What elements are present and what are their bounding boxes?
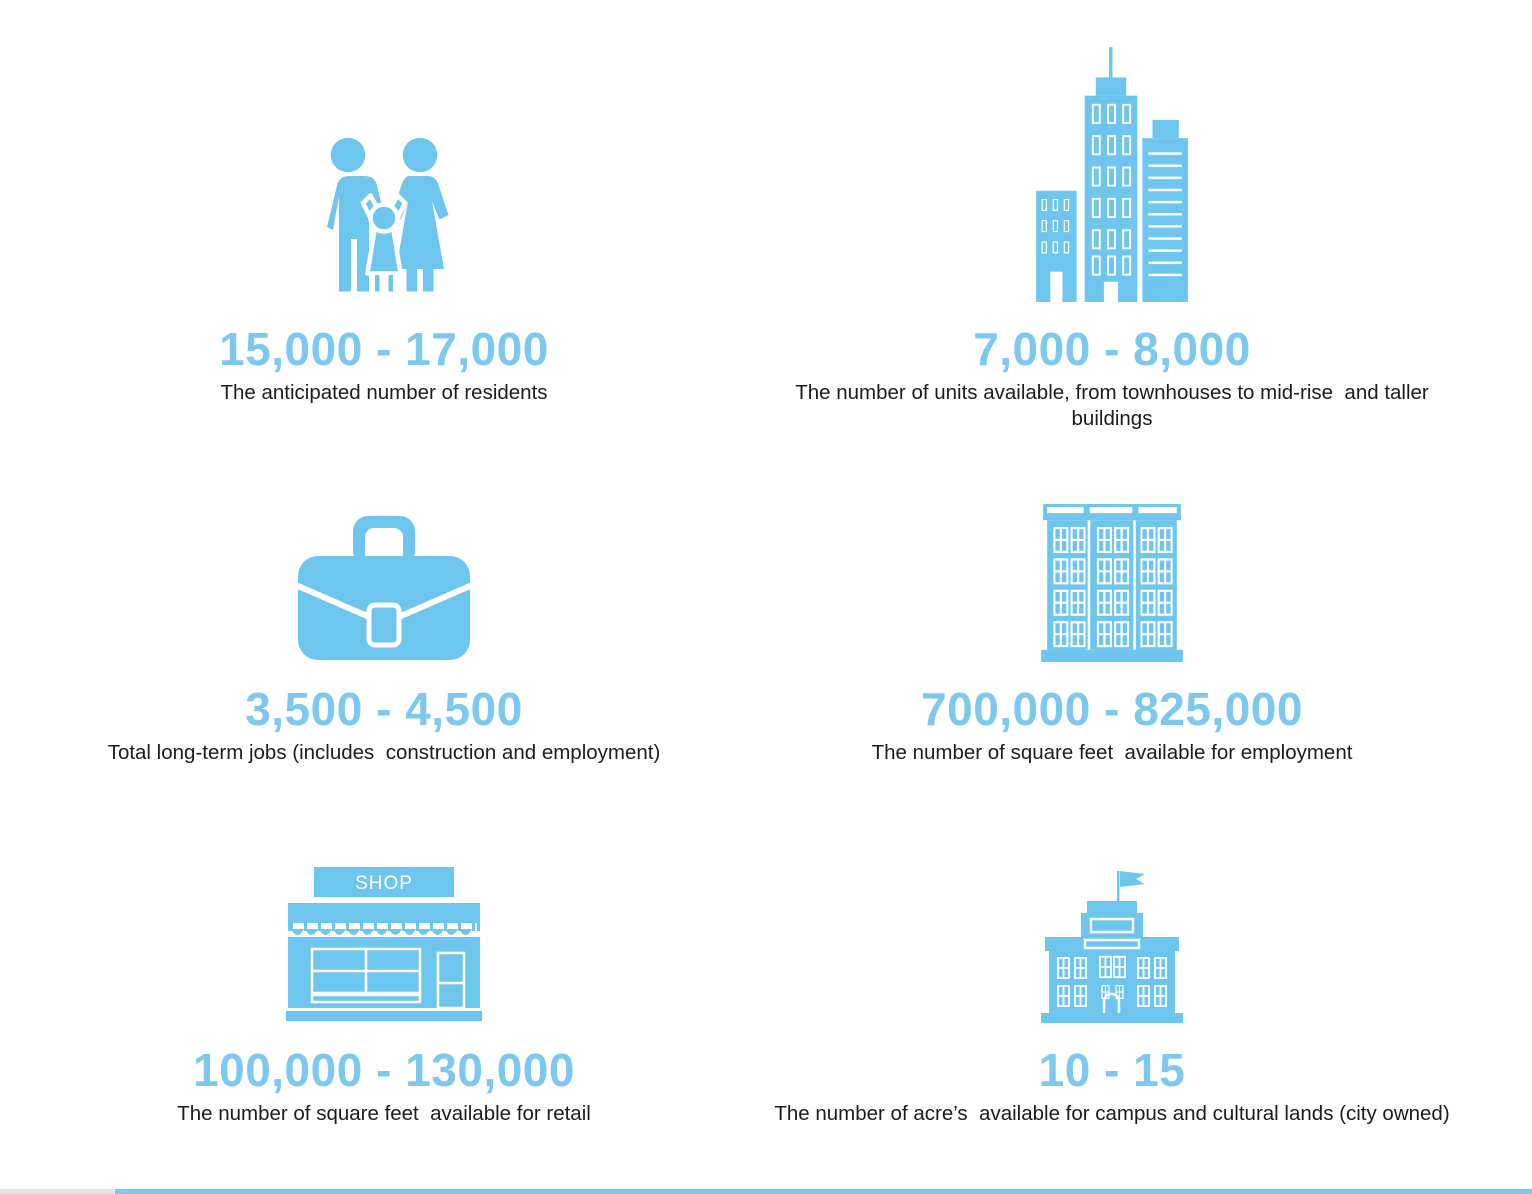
- stat-caption: The number of square feet available for employment: [871, 741, 1353, 764]
- stat-retail-sqft: [0, 812, 768, 1189]
- briefcase-icon: [295, 512, 473, 662]
- shop-icon: [286, 867, 482, 1023]
- bottom-divider: [0, 1189, 1532, 1194]
- school-icon: [1029, 865, 1195, 1023]
- skyscrapers-icon: [1036, 39, 1188, 302]
- stat-units: [768, 0, 1456, 452]
- stat-value: 10 - 15: [1038, 1044, 1186, 1096]
- stat-caption: The number of acre’s available for campus and cultural lands (city owned): [774, 1102, 1450, 1125]
- shop-sign-label: SHOP: [355, 873, 413, 894]
- family-icon: [308, 134, 460, 302]
- stat-value: 100,000 - 130,000: [193, 1044, 575, 1096]
- stat-employment-sqft: [768, 452, 1456, 812]
- stat-value: 7,000 - 8,000: [973, 323, 1251, 375]
- stat-icon-box: [1029, 865, 1195, 1023]
- stat-campus-acres: [768, 812, 1456, 1189]
- stat-value: 15,000 - 17,000: [219, 323, 549, 375]
- office-building-icon: [1041, 502, 1183, 662]
- stat-caption: The number of square feet available for retail: [177, 1102, 591, 1125]
- stat-value: 700,000 - 825,000: [921, 683, 1303, 735]
- stat-value: 3,500 - 4,500: [245, 683, 523, 735]
- stat-residents: [0, 0, 768, 452]
- stat-icon-box: [308, 134, 460, 302]
- stat-caption: Total long-term jobs (includes construction and employment): [107, 741, 661, 764]
- stat-icon-box: [1041, 502, 1183, 662]
- stat-jobs: [0, 452, 768, 812]
- stat-icon-box: [295, 512, 473, 662]
- stat-icon-box: [1036, 39, 1188, 302]
- stat-caption: The anticipated number of residents: [220, 381, 548, 404]
- bottom-divider-blue-segment: [115, 1189, 1532, 1194]
- stat-caption: The number of units available, from townhouses to mid-rise and taller buildings: [795, 381, 1435, 430]
- bottom-divider-gray-segment: [0, 1189, 115, 1194]
- stat-icon-box: [286, 867, 482, 1023]
